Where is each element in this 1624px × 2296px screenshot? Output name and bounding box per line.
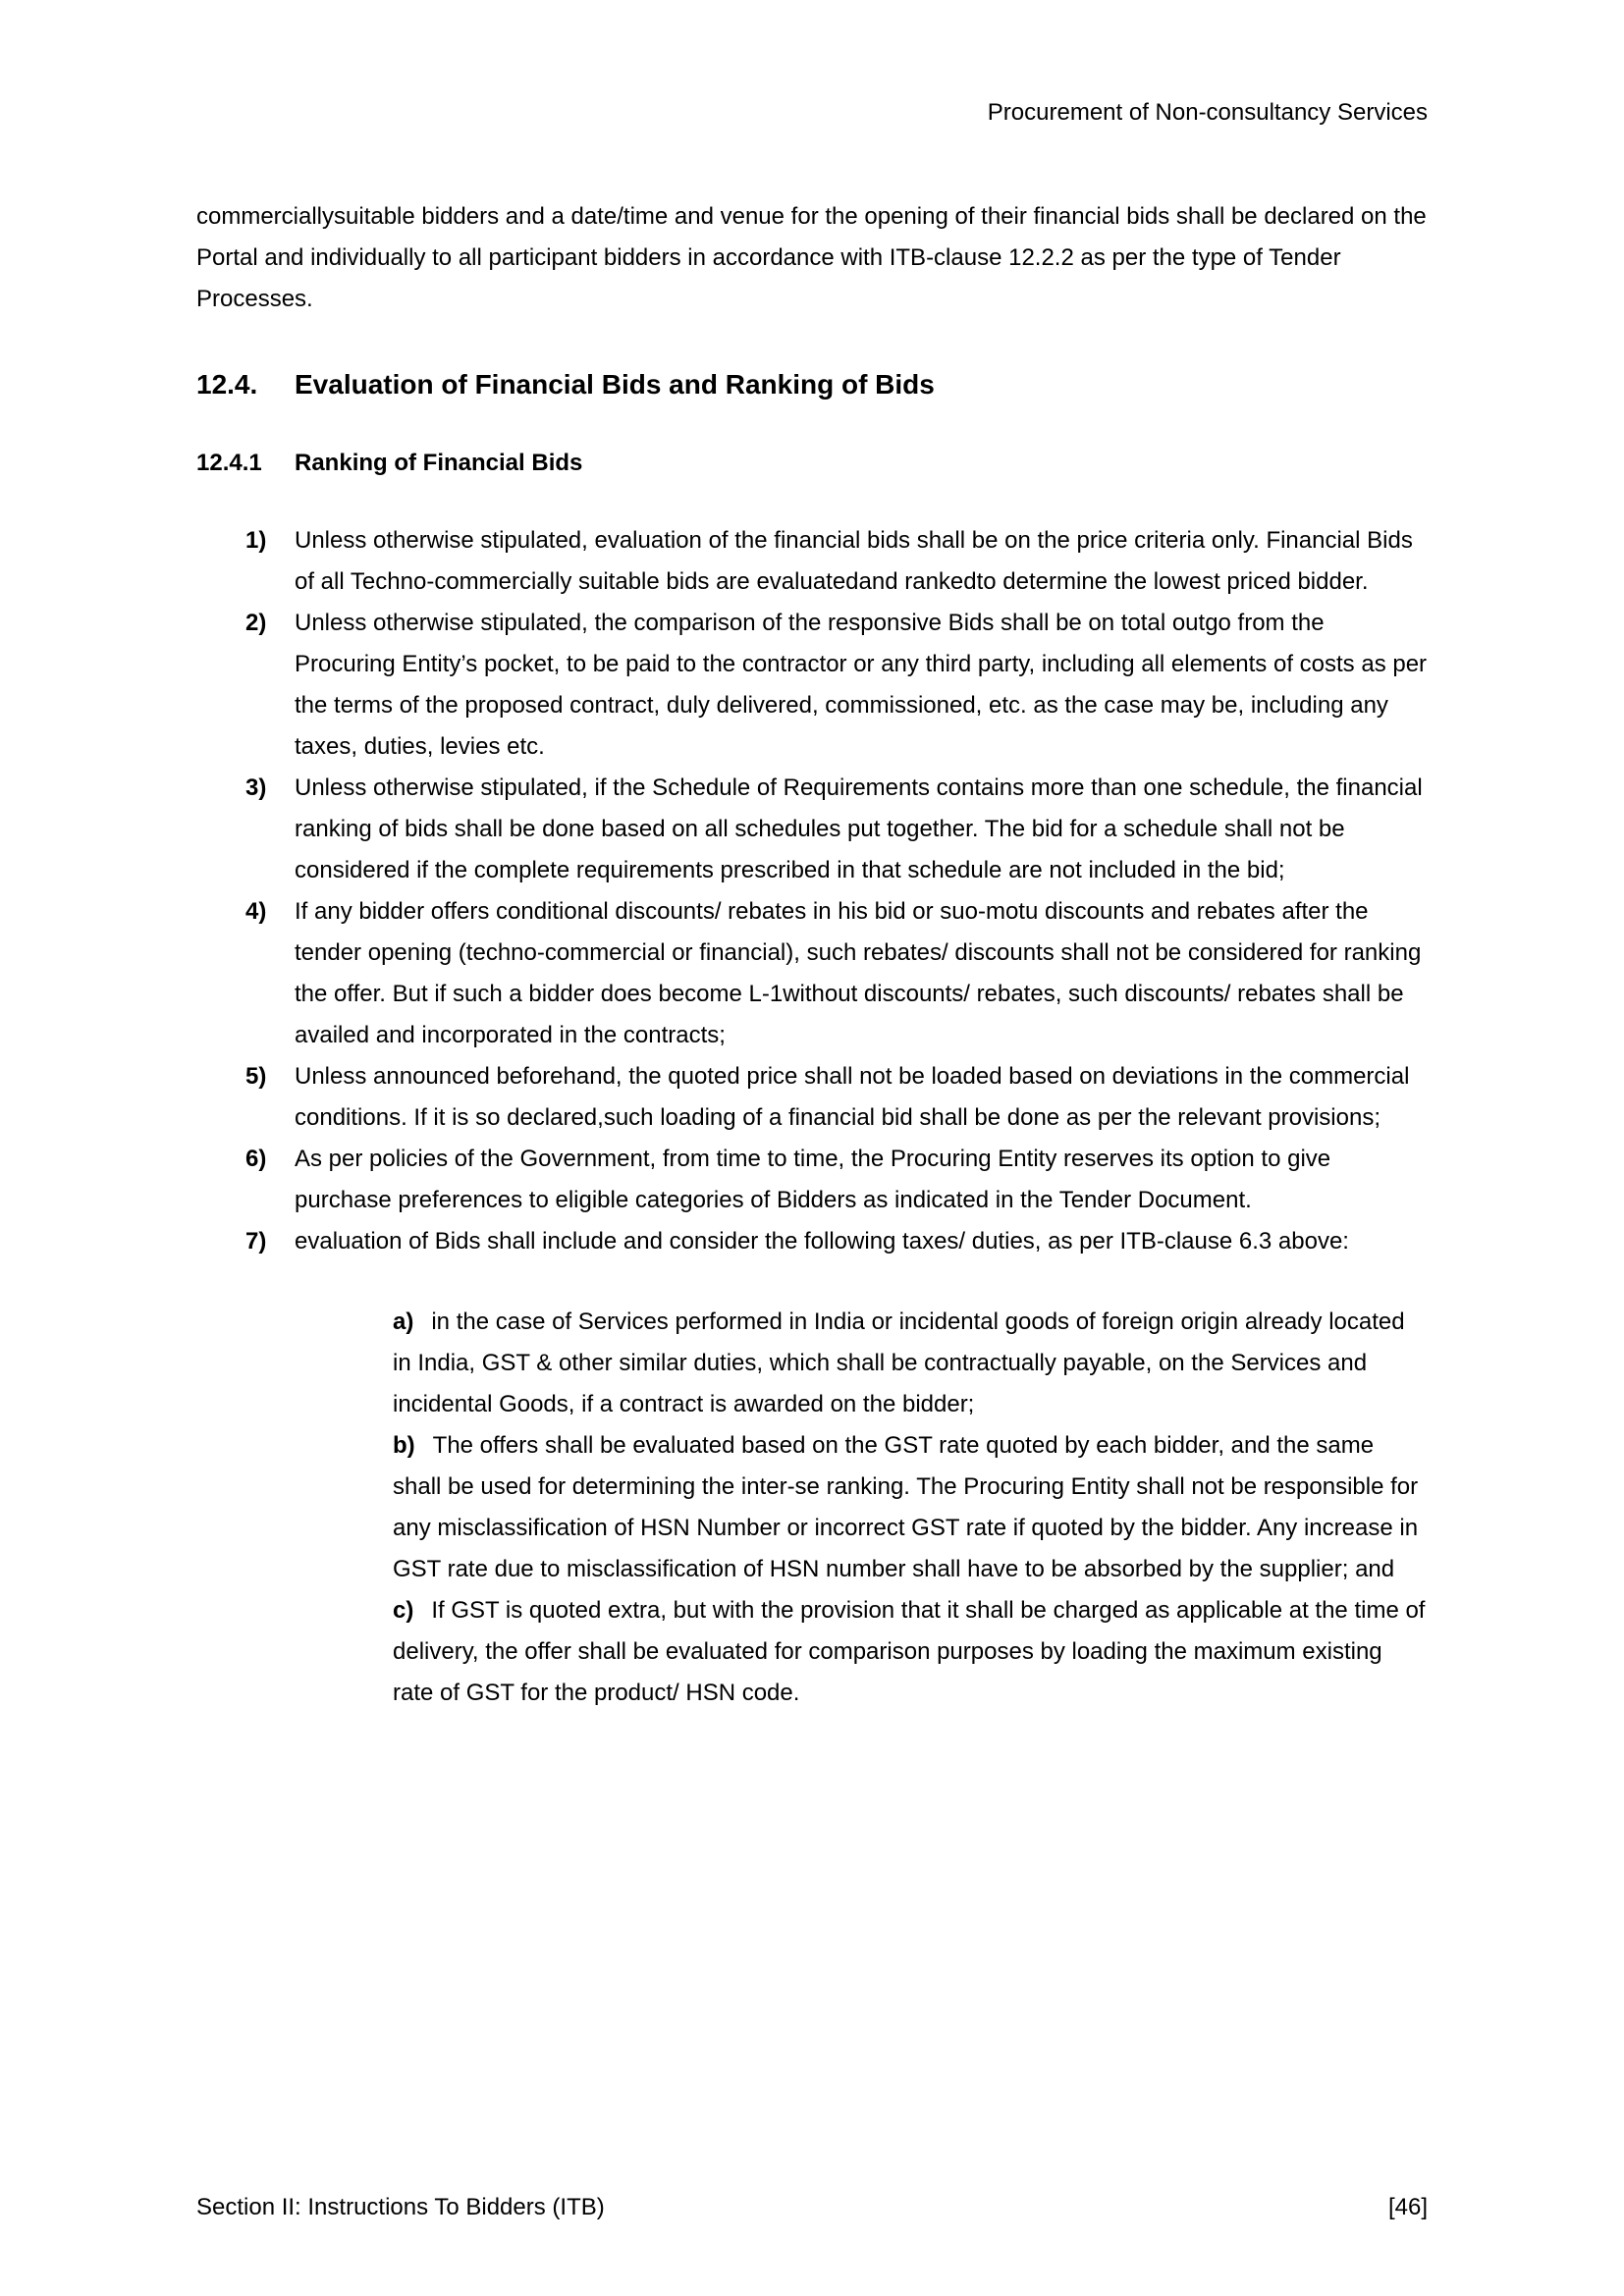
section-heading bbox=[196, 367, 1428, 402]
list-item bbox=[245, 768, 1428, 891]
list-item bbox=[245, 1221, 1428, 1262]
page-number: [46] bbox=[1387, 2194, 1428, 2220]
footer-section-label: Section II: Instructions To Bidders (ITB) bbox=[196, 2194, 605, 2220]
sub-item-letter: a) bbox=[393, 1308, 414, 1335]
item-number: 1) bbox=[245, 527, 267, 554]
list-item bbox=[245, 603, 1428, 768]
item-text: Unless otherwise stipulated, evaluation of the financial bids shall be on the price criteria only. Financial Bids of all Techno-commercially suitable bids are evaluatedand rankedto determine the lowest priced bidder. bbox=[295, 527, 1413, 595]
item-number: 4) bbox=[245, 898, 267, 925]
sub-item-text: in the case of Services performed in India or incidental goods of foreign origin already located in India, GST & other similar duties, which shall be contractually payable, on the Services and incidental Goods, if a contract is awarded on the bidder; bbox=[393, 1308, 1405, 1417]
item-text: As per policies of the Government, from time to time, the Procuring Entity reserves its option to give purchase preferences to eligible categories of Bidders as indicated in the Tender Document. bbox=[295, 1146, 1331, 1213]
item-number: 6) bbox=[245, 1146, 267, 1172]
intro-paragraph: commerciallysuitable bidders and a date/time and venue for the opening of their financial bids shall be declared on the Portal and individually to all participant bidders in accordance with ITB-clause 12.2.2 as per the type of Tender Processes. bbox=[196, 203, 1427, 312]
list-item bbox=[245, 1056, 1428, 1139]
sub-item-text: The offers shall be evaluated based on the GST rate quoted by each bidder, and the same shall be used for determining the inter-se ranking. The Procuring Entity shall not be responsible for any misclassification of HSN Number or incorrect GST rate if quoted by the bidder. Any increase in GST rate due to misclassification of HSN number shall have to be absorbed by the supplier; and bbox=[393, 1432, 1419, 1582]
sub-list-item bbox=[393, 1590, 1428, 1714]
item-text: Unless announced beforehand, the quoted price shall not be loaded based on deviations in the commercial conditions. If it is so declared,such loading of a financial bid shall be done as per the relevant provisions; bbox=[295, 1063, 1410, 1131]
item-text: Unless otherwise stipulated, if the Schedule of Requirements contains more than one schedule, the financial ranking of bids shall be done based on all schedules put together. The bid for a schedule shall not be considered if the complete requirements prescribed in that schedule are not included in the bid; bbox=[295, 774, 1423, 883]
item-number: 3) bbox=[245, 774, 267, 801]
item-text: If any bidder offers conditional discounts/ rebates in his bid or suo-motu discounts and rebates after the tender opening (techno-commercial or financial), such rebates/ discounts shall not be considered for ranking the offer. But if such a bidder does become L-1without discounts/ rebates, such discounts/ rebates shall be availed and incorporated in the contracts; bbox=[295, 898, 1422, 1048]
item-number: 2) bbox=[245, 610, 267, 636]
lettered-sublist bbox=[393, 1302, 1428, 1714]
sub-item-letter: b) bbox=[393, 1432, 415, 1459]
sub-list-item bbox=[393, 1425, 1428, 1590]
subsection-title: Ranking of Financial Bids bbox=[295, 450, 583, 476]
item-text: evaluation of Bids shall include and consider the following taxes/ duties, as per ITB-clause 6.3 above: bbox=[295, 1228, 1349, 1255]
list-item bbox=[245, 520, 1428, 603]
subsection-heading bbox=[196, 448, 1428, 479]
item-number: 7) bbox=[245, 1228, 267, 1255]
numbered-list bbox=[196, 520, 1428, 1714]
page-footer bbox=[196, 2193, 1428, 2222]
item-number: 5) bbox=[245, 1063, 267, 1090]
section-number: 12.4. bbox=[196, 369, 258, 400]
sub-item-letter: c) bbox=[393, 1597, 414, 1624]
section-title: Evaluation of Financial Bids and Ranking of Bids bbox=[295, 369, 935, 400]
list-item bbox=[245, 1139, 1428, 1221]
item-text: Unless otherwise stipulated, the comparison of the responsive Bids shall be on total outgo from the Procuring Entity’s pocket, to be paid to the contractor or any third party, including all elements of costs as per the terms of the proposed contract, duly delivered, commissioned, etc. as the case may be, including any taxes, duties, levies etc. bbox=[295, 610, 1428, 760]
sub-list-item bbox=[393, 1302, 1428, 1425]
running-header: Procurement of Non-consultancy Services bbox=[987, 99, 1428, 126]
list-item bbox=[245, 891, 1428, 1056]
sub-item-text: If GST is quoted extra, but with the provision that it shall be charged as applicable at the time of delivery, the offer shall be evaluated for comparison purposes by loading the maximum existing rate of GST for the product/ HSN code. bbox=[393, 1597, 1426, 1706]
subsection-number: 12.4.1 bbox=[196, 450, 262, 476]
